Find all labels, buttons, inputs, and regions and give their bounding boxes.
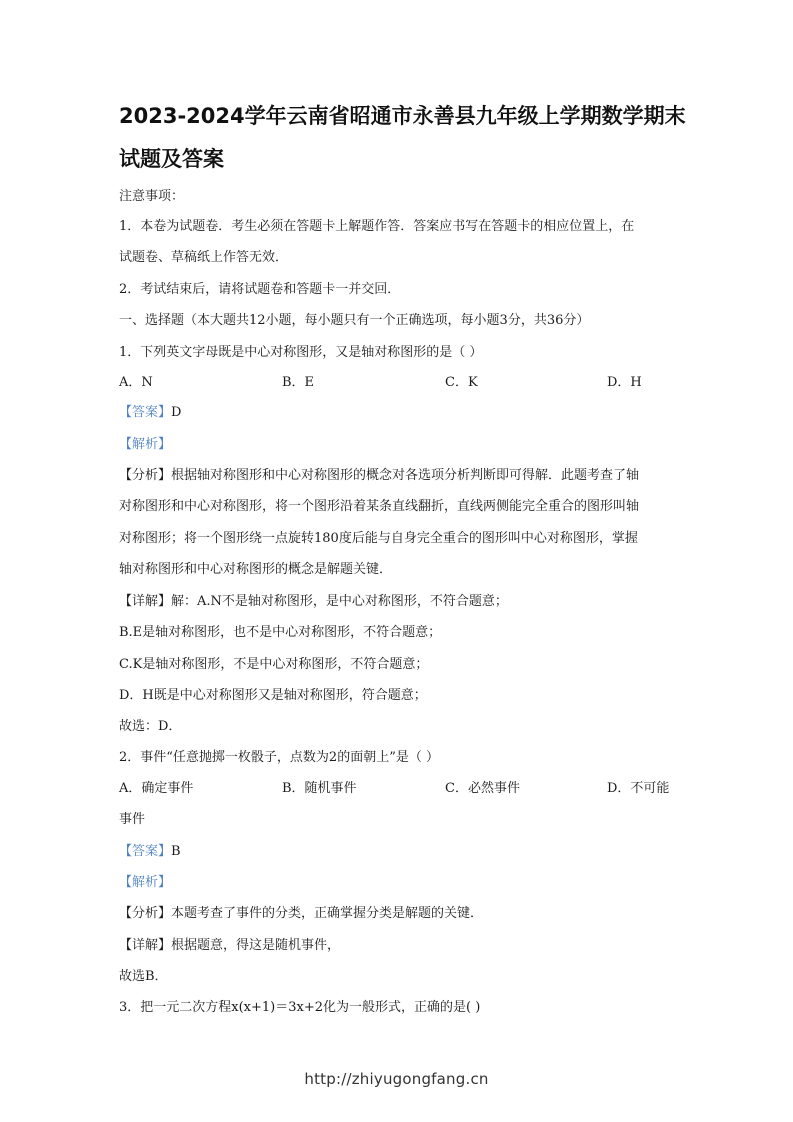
- q2-fenxi-line1: [119, 905, 483, 923]
- q1-analysis-tag: [119, 436, 171, 454]
- q1-option-b: B．E: [282, 375, 315, 390]
- footer-url[interactable]: http://zhiyugongfang.cn: [304, 1070, 489, 1088]
- q1-conclusion: 故选：D．: [119, 719, 182, 734]
- doc-title-line1: 2023-2024学年云南省昭通市永善县九年级上学期数学期末: [119, 104, 686, 128]
- q2-option-a: A．确定事件: [119, 781, 194, 796]
- q1-fenxi-line2: 对称图形和中心对称图形，将一个图形沿着某条直线翻折，直线两侧能完全重合的图形叫轴: [119, 499, 640, 514]
- fenxi-text: 本题考查了事件的分类，正确掌握分类是解题的关键．: [171, 906, 484, 921]
- q1-option-d: D．H: [607, 375, 642, 390]
- fenxi-tag: 【分析】: [119, 906, 172, 921]
- answer-value: B: [171, 844, 181, 859]
- q3-stem: 3．把一元二次方程x(x+1)＝3x+2化为一般形式，正确的是( ): [119, 1000, 481, 1015]
- q1-option-c: C．K: [445, 375, 478, 390]
- detail-tag: 【详解】: [119, 938, 172, 953]
- q1-fenxi-line1: [119, 467, 639, 485]
- section-heading: 一、选择题（本大题共12小题，每小题只有一个正确选项，每小题3分，共36分）: [119, 313, 590, 328]
- q1-detail-line2: B.E是轴对称图形，也不是中心对称图形，不符合题意；: [119, 625, 442, 640]
- q2-stem: 2．事件“任意抛掷一枚骰子，点数为2的面朝上”是（ ）: [119, 750, 439, 765]
- detail-text: 解：A.N不是轴对称图形，是中心对称图形，不符合题意；: [171, 594, 508, 609]
- answer-value: D: [171, 405, 182, 420]
- q2-option-b: B．随机事件: [282, 781, 357, 796]
- q1-option-a: A．N: [119, 375, 153, 390]
- doc-title-line2: 试题及答案: [119, 147, 224, 171]
- notice-heading: 注意事项：: [119, 189, 185, 204]
- detail-tag: 【详解】: [119, 594, 172, 609]
- q2-detail-line1: [119, 937, 340, 955]
- q2-analysis-tag: [119, 874, 171, 892]
- q2-conclusion: 故选B．: [119, 969, 168, 984]
- q2-option-d-wrap: 事件: [119, 812, 146, 827]
- q1-fenxi-line4: 轴对称图形和中心对称图形的概念是解题关键．: [119, 562, 393, 577]
- notice-2: 2．考试结束后，请将试题卷和答题卡一并交回．: [119, 282, 401, 297]
- q1-stem: 1．下列英文字母既是中心对称图形，又是轴对称图形的是（ ）: [119, 345, 483, 360]
- answer-tag: 【答案】: [119, 844, 172, 859]
- notice-1-line1: 1．本卷为试题卷．考生必须在答题卡上解题作答．答案应书写在答题卡的相应位置上，在: [119, 219, 635, 234]
- fenxi-tag: 【分析】: [119, 468, 172, 483]
- q2-option-c: C．必然事件: [445, 781, 520, 796]
- q1-detail-line3: C.K是轴对称图形，不是中心对称图形，不符合题意；: [119, 657, 429, 672]
- q1-detail-line4: D．H既是中心对称图形又是轴对称图形，符合题意；: [119, 688, 427, 703]
- notice-1-line2: 试题卷、草稿纸上作答无效．: [119, 250, 289, 265]
- q2-answer: [119, 843, 181, 861]
- fenxi-text: 根据轴对称图形和中心对称图形的概念对各选项分析判断即可得解．此题考查了轴: [171, 468, 640, 483]
- q1-answer: [119, 404, 181, 422]
- analysis-tag: 【解析】: [119, 875, 172, 890]
- q2-option-d: D．不可能: [607, 781, 670, 796]
- analysis-tag: 【解析】: [119, 437, 172, 452]
- q1-fenxi-line3: 对称图形；将一个图形绕一点旋转180度后能与自身完全重合的图形叫中心对称图形，掌握: [119, 531, 638, 546]
- detail-text: 根据题意，得这是随机事件，: [171, 938, 341, 953]
- answer-tag: 【答案】: [119, 405, 172, 420]
- q1-detail-line1: [119, 593, 508, 611]
